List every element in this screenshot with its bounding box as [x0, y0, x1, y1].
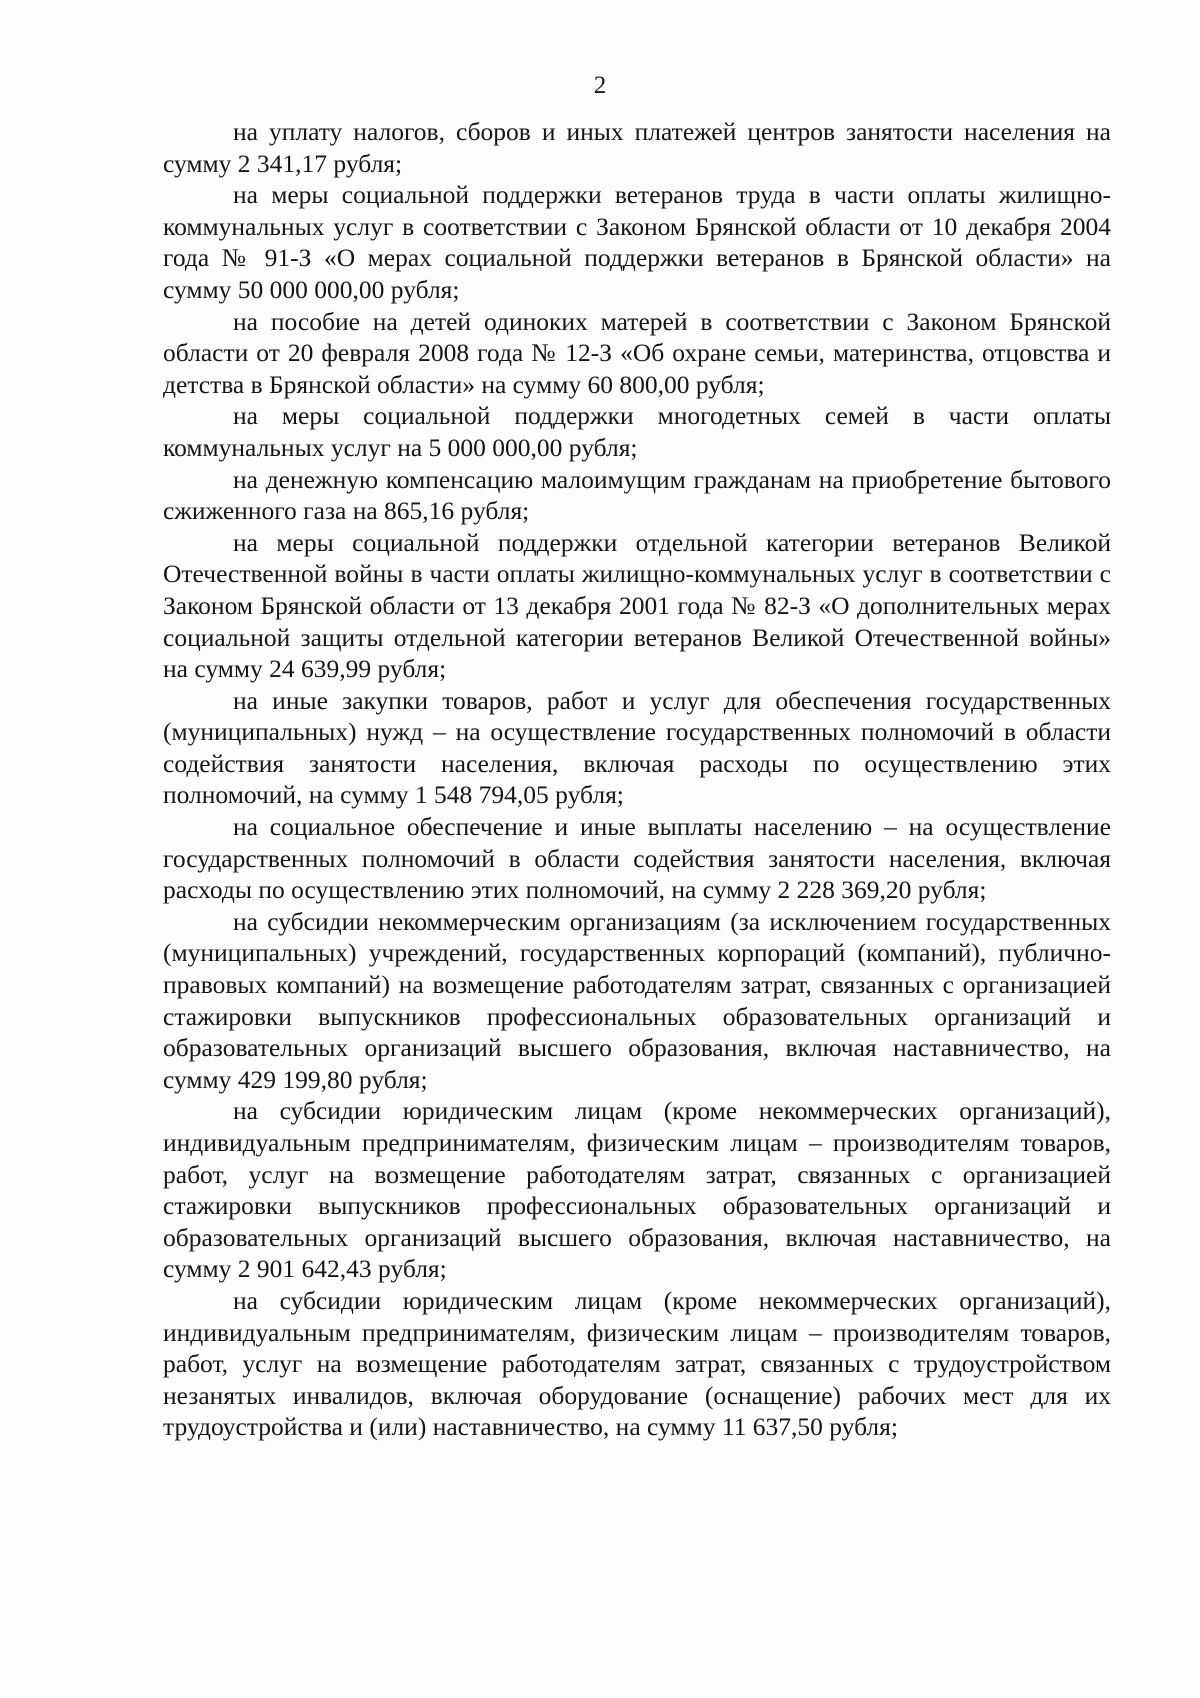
paragraph-legal-entities-disabled: на субсидии юридическим лицам (кроме некоммерческих организаций), индивидуальным предпринимателям, физическим лицам – производителям товаров, работ, услуг на возмещение работодателям затрат, связанных с трудоустройством незанятых инвалидов, включая оборудование (оснащение) рабочих мест для их трудоустройства и (или) наставничество, на сумму 11 637,50 рубля;	[163, 1285, 1111, 1442]
paragraph-large-families: на меры социальной поддержки многодетных семей в части оплаты коммунальных услуг на 5 000 000,00 рубля;	[163, 401, 1111, 462]
document-body	[163, 116, 1111, 1443]
paragraph-legal-entities-internship: на субсидии юридическим лицам (кроме некоммерческих организаций), индивидуальным предпринимателям, физическим лицам – производителям товаров, работ, услуг на возмещение работодателям затрат, связанных с организацией стажировки выпускников профессиональных образовательных организаций и образовательных организаций высшего образования, включая наставничество, на сумму 2 901 642,43 рубля;	[163, 1096, 1111, 1284]
paragraph-tax-payments: на уплату налогов, сборов и иных платежей центров занятости населения на сумму 2 341,17 рубля;	[163, 117, 1111, 178]
paragraph-social-payments: на социальное обеспечение и иные выплаты населению – на осуществление государственных полномочий в области содействия занятости населения, включая расходы по осуществлению этих полномочий, на сумму 2 228 369,20 рубля;	[163, 812, 1111, 905]
paragraph-single-mothers-allowance: на пособие на детей одиноких матерей в соответствии с Законом Брянской области от 20 февраля 2008 года № 12-З «Об охране семьи, материнства, отцовства и детства в Брянской области» на сумму 60 800,00 рубля;	[163, 306, 1111, 399]
paragraph-gas-compensation: на денежную компенсацию малоимущим гражданам на приобретение бытового сжиженного газа на 865,16 рубля;	[163, 464, 1111, 526]
paragraph-procurement: на иные закупки товаров, работ и услуг для обеспечения государственных (муниципальных) нужд – на осуществление государственных полномочий в области содействия занятости населения, включая расходы по осуществлению этих полномочий, на сумму 1 548 794,05 рубля;	[163, 685, 1111, 810]
page-number: 2	[593, 72, 607, 99]
paragraph-labor-veterans: на меры социальной поддержки ветеранов труда в части оплаты жилищно-коммунальных услуг в соответствии с Законом Брянской области от 10 декабря 2004 года № 91-З «О мерах социальной поддержки ветеранов в Брянской области» на сумму 50 000 000,00 рубля;	[163, 180, 1111, 304]
paragraph-nonprofit-subsidies: на субсидии некоммерческим организациям (за исключением государственных (муниципальных) учреждений, государственных корпораций (компаний), публично-правовых компаний) на возмещение работодателям затрат, связанных с организацией стажировки выпускников профессиональных образовательных организаций и образовательных организаций высшего образования, включая наставничество, на сумму 429 199,80 рубля;	[163, 906, 1111, 1094]
paragraph-war-veterans: на меры социальной поддержки отдельной категории ветеранов Великой Отечественной войны в части оплаты жилищно-коммунальных услуг в соответствии с Законом Брянской области от 13 декабря 2001 года № 82-З «О дополнительных мерах социальной защиты отдельной категории ветеранов Великой Отечественной войны» на сумму 24 639,99 рубля;	[163, 527, 1111, 684]
